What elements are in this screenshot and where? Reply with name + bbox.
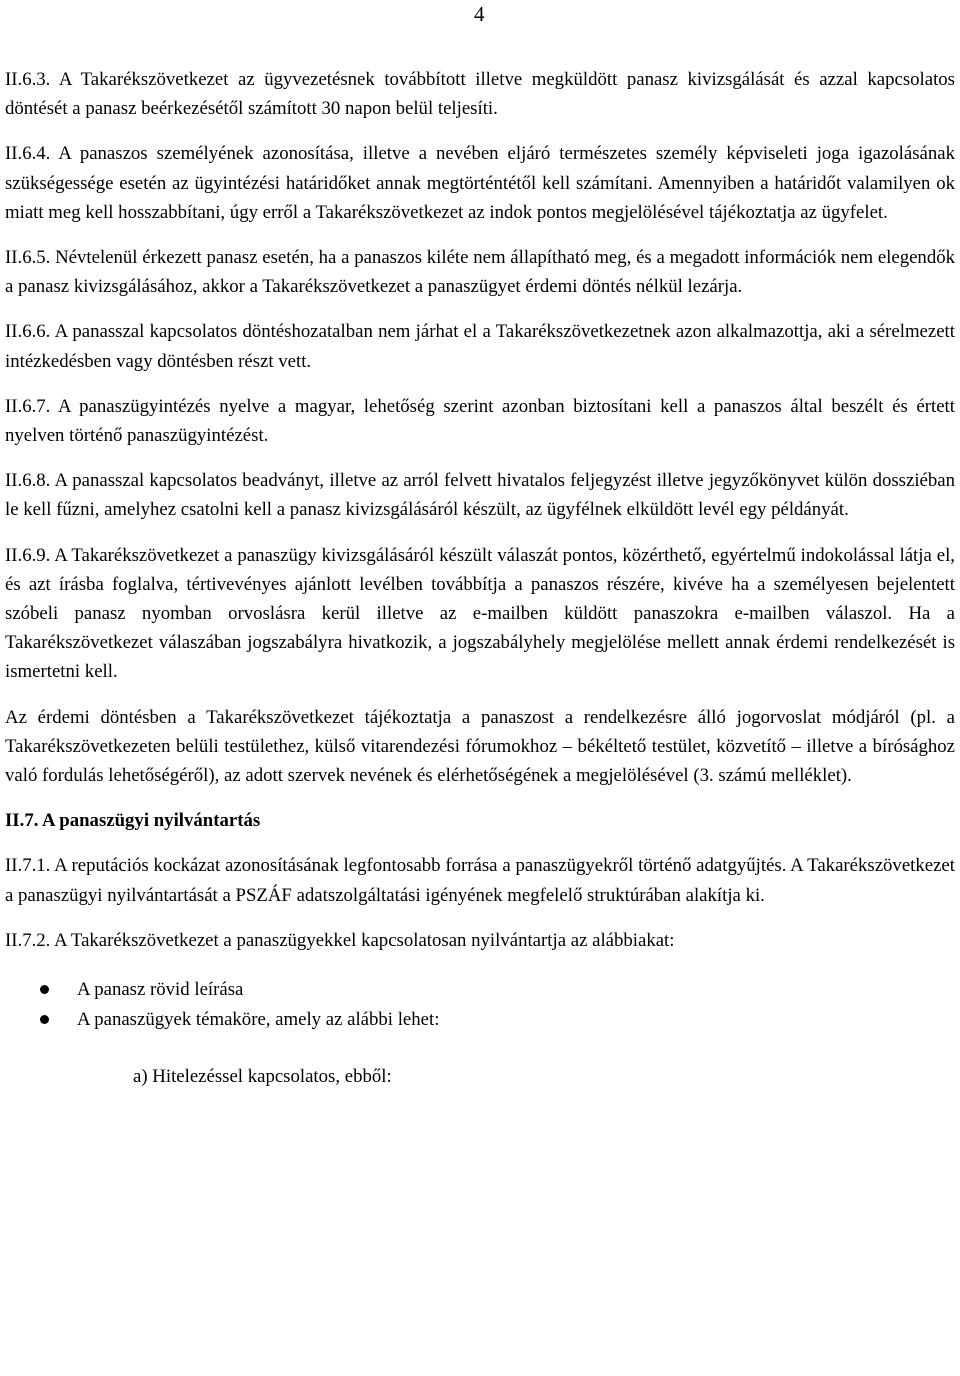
section-heading: II.7. A panaszügyi nyilvántartás [5, 810, 261, 832]
bullet-list [5, 975, 955, 1034]
bullet-text: A panasz rövid leírása [77, 979, 244, 1001]
sub-list-item: a) Hitelezéssel kapcsolatos, ebből: [133, 1066, 392, 1088]
paragraph-II-6-8: II.6.8. A panasszal kapcsolatos beadványt, illetve az arról felvett hivatalos feljegyzést illetve jegyzőkönyvet külön dossziéban le kell fűzni, amelyhez csatolni kell a panasz kivizsgálásáról készült, az ügyfélnek elküldött levél egy példányát. [5, 470, 955, 521]
paragraph-II-7-1: II.7.1. A reputációs kockázat azonosításának legfontosabb forrása a panaszügyekről történő adatgyűjtés. A Takarékszövetkezet a panaszügyi nyilvántartását a PSZÁF adatszolgáltatási igényének megfelelő struktúrában alakítja ki. [5, 855, 955, 906]
bullet-text: A panaszügyek témaköre, amely az alábbi lehet: [77, 1009, 440, 1031]
paragraph-remedies: Az érdemi döntésben a Takarékszövetkezet tájékoztatja a panaszost a rendelkezésre álló jogorvoslat módjáról (pl. a Takarékszövetkezeten belüli testülethez, külső vitarendezési fórumokhoz – békéltető testület, közvetítő – illetve a bírósághoz való fordulás lehetőségéről), az adott szervek nevének és elérhetőségének a megjelölésével (3. számú melléklet). [5, 706, 955, 787]
paragraph-II-6-5: II.6.5. Névtelenül érkezett panasz esetén, ha a panaszos kiléte nem állapítható meg, és a megadott információk nem elegendők a panasz kivizsgálásához, akkor a Takarékszövetkezet a panaszügyet érdemi döntés nélkül lezárja. [5, 247, 955, 298]
bullet-item [5, 975, 955, 1004]
paragraph-II-6-6: II.6.6. A panasszal kapcsolatos döntéshozatalban nem járhat el a Takarékszövetkezetnek azon alkalmazottja, aki a sérelmezett intézkedésben vagy döntésben részt vett. [5, 321, 955, 372]
paragraph-II-6-4: II.6.4. A panaszos személyének azonosítása, illetve a nevében eljáró természetes személy képviseleti joga igazolásának szükségessége esetén az ügyintézési határidőket annak megtörténtétől kell számítani. Amennyiben a határidőt valamilyen ok miatt meg kell hosszabbítani, úgy erről a Takarékszövetkezet az indok pontos megjelölésével tájékoztatja az ügyfelet. [5, 143, 955, 223]
paragraph-II-6-3: II.6.3. A Takarékszövetkezet az ügyvezetésnek továbbított illetve megküldött panasz kivizsgálását és azzal kapcsolatos döntését a panasz beérkezésétől számított 30 napon belül teljesíti. [5, 69, 955, 120]
paragraph-II-7-2: II.7.2. A Takarékszövetkezet a panaszügyekkel kapcsolatosan nyilvántartja az alábbiakat: [5, 929, 675, 951]
bullet-icon [40, 1015, 49, 1024]
paragraph-II-6-9: II.6.9. A Takarékszövetkezet a panaszügy kivizsgálásáról készült válaszát pontos, közérthető, egyértelmű indokolással látja el, és azt írásba foglalva, tértivevényes ajánlott levélben továbbítja a panaszos részére, kivéve ha a személyesen bejelentett szóbeli panasz nyomban orvoslásra kerül illetve az e-mailben küldött panaszokra e-mailben válaszol. Ha a Takarékszövetkezet válaszában jogszabályra hivatkozik, a jogszabályhely megjelölése mellett annak érdemi rendelkezését is ismertetni kell. [5, 544, 955, 683]
document-body [5, 65, 955, 1092]
paragraph-II-6-7: II.6.7. A panaszügyintézés nyelve a magyar, lehetőség szerint azonban biztosítani kell a panaszos által beszélt és értett nyelven történő panaszügyintézést. [5, 395, 955, 447]
bullet-item [5, 1005, 955, 1034]
page-number: 4 [474, 2, 485, 26]
bullet-icon [40, 985, 49, 994]
